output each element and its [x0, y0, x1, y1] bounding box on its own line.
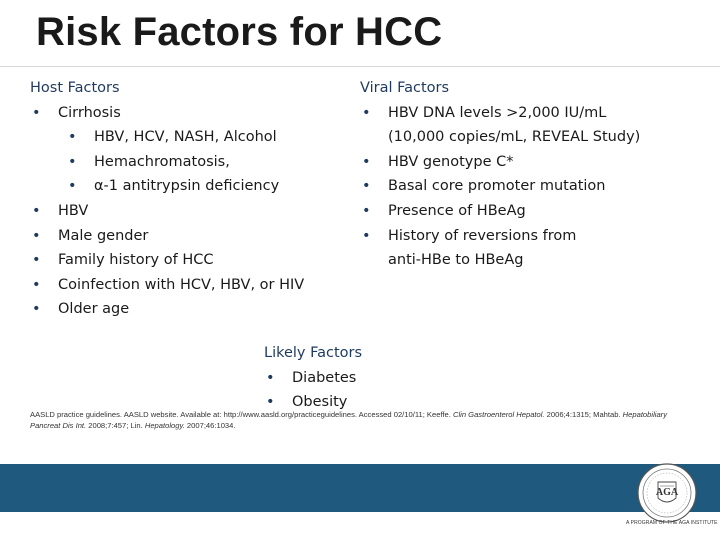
viral-item-text: HBV genotype C* [388, 153, 514, 170]
host-item [30, 224, 350, 249]
references-text [30, 409, 690, 431]
viral-item [360, 101, 710, 150]
reference-part: 2006;4:1315; Mahtab. [544, 410, 623, 419]
host-item-text: Male gender [58, 227, 149, 244]
bullet-icon: • [362, 202, 371, 219]
likely-item [264, 366, 464, 391]
host-factors-column [30, 76, 350, 322]
reference-part: 2007;46:1034. [184, 421, 236, 430]
viral-item [360, 224, 710, 273]
host-item [30, 297, 350, 322]
slide-title: Risk Factors for HCC [36, 10, 443, 54]
bullet-icon: • [266, 369, 275, 386]
viral-item [360, 174, 710, 199]
host-sub-item [30, 125, 350, 150]
reference-journal: Clin Gastroenterol Hepatol. [452, 410, 545, 419]
host-sub-item [30, 174, 350, 199]
bullet-icon: • [32, 252, 41, 269]
bullet-icon: • [32, 276, 41, 293]
host-item [30, 101, 350, 126]
viral-item-text: HBV DNA levels >2,000 IU/mL [388, 104, 607, 121]
bullet-icon: • [266, 394, 275, 411]
bullet-icon: • [68, 129, 77, 146]
viral-item-text: Basal core promoter mutation [388, 178, 606, 195]
bullet-icon: • [362, 153, 371, 170]
likely-item-text: Obesity [292, 394, 348, 411]
viral-item [360, 199, 710, 224]
reference-part: 2008;7:457; Lin. [86, 421, 145, 430]
reference-journal: Hepatology. [144, 421, 185, 430]
viral-item-text-continued: (10,000 copies/mL, REVEAL Study) [388, 129, 641, 146]
logo-tagline: A PROGRAM OF THE AGA INSTITUTE [626, 520, 718, 526]
bullet-icon: • [32, 104, 41, 121]
viral-item-text-continued: anti-HBe to HBeAg [388, 252, 524, 269]
bullet-icon: • [362, 227, 371, 244]
host-item-text: HBV [58, 202, 89, 219]
host-item-text: Cirrhosis [58, 104, 121, 121]
title-divider [0, 66, 720, 67]
bullet-icon: • [68, 178, 77, 195]
bullet-icon: • [362, 104, 371, 121]
likely-factors-list [264, 366, 464, 415]
host-item [30, 199, 350, 224]
bullet-icon: • [32, 202, 41, 219]
bullet-icon: • [362, 178, 371, 195]
host-item-text: Older age [58, 301, 130, 318]
host-item [30, 273, 350, 298]
host-item [30, 248, 350, 273]
aga-seal-logo [636, 462, 698, 524]
host-item-text: HBV, HCV, NASH, Alcohol [94, 129, 277, 146]
likely-factors-column [264, 341, 464, 415]
bullet-icon: • [68, 153, 77, 170]
viral-item-text: Presence of HBeAg [388, 202, 526, 219]
host-item-text: Family history of HCC [58, 252, 214, 269]
host-sub-item [30, 150, 350, 175]
host-item-text: Coinfection with HCV, HBV, or HIV [58, 276, 305, 293]
host-item-text: Hemachromatosis, [94, 153, 230, 170]
viral-factors-column [360, 76, 710, 273]
reference-journal: Hepatobiliary Pancreat Dis Int. [30, 410, 667, 430]
footer-band [0, 464, 720, 512]
viral-item-text: History of reversions from [388, 227, 577, 244]
host-factors-list [30, 101, 350, 322]
viral-factors-heading: Viral Factors [360, 80, 450, 96]
bullet-icon: • [32, 227, 41, 244]
likely-factors-heading: Likely Factors [264, 345, 363, 361]
likely-item-text: Diabetes [292, 369, 357, 386]
bullet-icon: • [32, 301, 41, 318]
reference-part: AASLD practice guidelines. AASLD website. Available at: http://www.aasld.org/practiceguidelines. Accessed 02/10/11; Keeffe. [30, 410, 453, 419]
host-item-text: α-1 antitrypsin deficiency [94, 178, 280, 195]
host-factors-heading: Host Factors [30, 80, 120, 96]
viral-factors-list [360, 101, 710, 273]
svg-text:AGA: AGA [655, 487, 679, 498]
viral-item [360, 150, 710, 175]
